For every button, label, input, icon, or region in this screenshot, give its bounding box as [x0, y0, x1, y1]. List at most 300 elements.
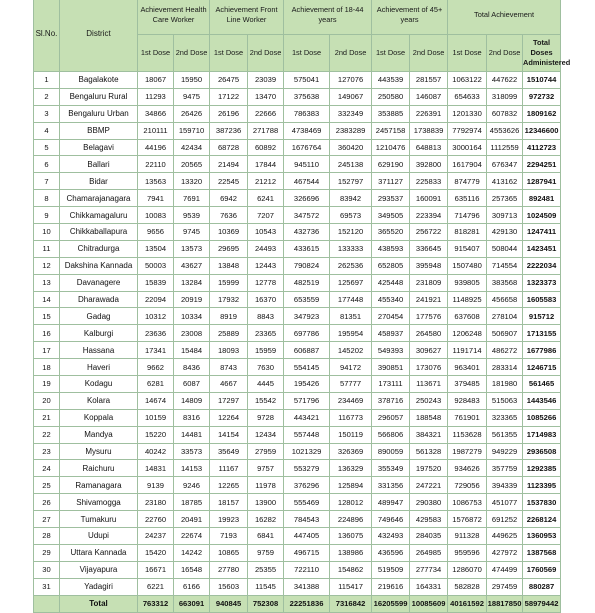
header-first-dose: 1st Dose — [284, 35, 330, 72]
cell-value: 284035 — [410, 528, 448, 545]
cell-value: 10083 — [138, 207, 174, 224]
cell-value: 629190 — [372, 156, 410, 173]
cell-value: 438593 — [372, 240, 410, 257]
cell-value: 7636 — [210, 207, 248, 224]
table-row — [34, 257, 561, 274]
cell-value: 676347 — [487, 156, 523, 173]
cell-value: 436596 — [372, 544, 410, 561]
cell-value: 154862 — [330, 561, 372, 578]
cell-value: 9759 — [248, 544, 284, 561]
cell-value: 14153 — [174, 460, 210, 477]
cell-value: 722110 — [284, 561, 330, 578]
cell-value: 16205599 — [372, 595, 410, 612]
cell-value: 15603 — [210, 578, 248, 595]
cell-value: 3000164 — [448, 139, 487, 156]
cell-value: 607832 — [487, 105, 523, 122]
cell-value: 14831 — [138, 460, 174, 477]
cell-value: 277734 — [410, 561, 448, 578]
cell-value: 458937 — [372, 325, 410, 342]
table-row — [34, 122, 561, 139]
cell-value: 24237 — [138, 528, 174, 545]
cell-value: 482519 — [284, 274, 330, 291]
cell-value: 963401 — [448, 359, 487, 376]
cell-value: 26426 — [174, 105, 210, 122]
cell-district: Ballari — [60, 156, 138, 173]
table-row — [34, 224, 561, 241]
cell-value: 10159 — [138, 409, 174, 426]
cell-value: 257365 — [487, 190, 523, 207]
table-row — [34, 139, 561, 156]
cell-value: 474499 — [487, 561, 523, 578]
cell-value: 6087 — [174, 376, 210, 393]
cell-sl-no: 2 — [34, 88, 60, 105]
cell-value: 9662 — [138, 359, 174, 376]
cell-value: 949229 — [487, 443, 523, 460]
cell-value: 653559 — [284, 291, 330, 308]
cell-value: 18093 — [210, 342, 248, 359]
header-second-dose: 2nd Dose — [410, 35, 448, 72]
cell-district: Chikkaballapura — [60, 224, 138, 241]
cell-value: 6166 — [174, 578, 210, 595]
cell-value: 10369 — [210, 224, 248, 241]
cell-value: 13900 — [248, 494, 284, 511]
cell-value: 1576872 — [448, 511, 487, 528]
cell-sl-no: 1 — [34, 72, 60, 89]
cell-value: 16282 — [248, 511, 284, 528]
cell-value: 383568 — [487, 274, 523, 291]
cell-value: 145202 — [330, 342, 372, 359]
cell-total-doses: 1677986 — [523, 342, 561, 359]
header-front-line-worker: Achievement Front Line Worker — [210, 0, 284, 35]
cell-sl-no: 31 — [34, 578, 60, 595]
cell-district: Haveri — [60, 359, 138, 376]
cell-value: 23008 — [174, 325, 210, 342]
cell-value: 278104 — [487, 308, 523, 325]
cell-district: Ramanagara — [60, 477, 138, 494]
cell-sl-no: 23 — [34, 443, 60, 460]
cell-value: 150119 — [330, 426, 372, 443]
table-row — [34, 578, 561, 595]
cell-value: 173076 — [410, 359, 448, 376]
cell-value: 15959 — [248, 342, 284, 359]
cell-value: 35649 — [210, 443, 248, 460]
cell-value: 20565 — [174, 156, 210, 173]
cell-value: 10543 — [248, 224, 284, 241]
cell-total-doses: 1713155 — [523, 325, 561, 342]
cell-value: 160091 — [410, 190, 448, 207]
cell-value: 133333 — [330, 240, 372, 257]
cell-total-doses: 892481 — [523, 190, 561, 207]
cell-value: 25889 — [210, 325, 248, 342]
cell-value: 818281 — [448, 224, 487, 241]
cell-value: 60892 — [248, 139, 284, 156]
cell-value: 146087 — [410, 88, 448, 105]
cell-district: Kalburgi — [60, 325, 138, 342]
cell-value: 606887 — [284, 342, 330, 359]
cell-value: 16370 — [248, 291, 284, 308]
cell-value: 138986 — [330, 544, 372, 561]
cell-value: 10865 — [210, 544, 248, 561]
cell-value: 1206248 — [448, 325, 487, 342]
cell-value: 23365 — [248, 325, 284, 342]
cell-value: 729056 — [448, 477, 487, 494]
cell-total-doses: 561465 — [523, 376, 561, 393]
cell-value: 371127 — [372, 173, 410, 190]
cell-value: 549393 — [372, 342, 410, 359]
cell-value: 264580 — [410, 325, 448, 342]
cell-value: 7630 — [248, 359, 284, 376]
cell-value: 309627 — [410, 342, 448, 359]
table-row — [34, 359, 561, 376]
cell-value: 293537 — [372, 190, 410, 207]
header-45-plus-years: Achievement of 45+ years — [372, 0, 448, 35]
cell-value: 561355 — [487, 426, 523, 443]
cell-value: 11978 — [248, 477, 284, 494]
table-row — [34, 528, 561, 545]
cell-value: 12264 — [210, 409, 248, 426]
table-row — [34, 494, 561, 511]
cell-value: 181980 — [487, 376, 523, 393]
cell-total-doses: 880287 — [523, 578, 561, 595]
table-row — [34, 511, 561, 528]
cell-total-doses: 1423451 — [523, 240, 561, 257]
cell-value: 16671 — [138, 561, 174, 578]
cell-value: 911328 — [448, 528, 487, 545]
cell-value: 283314 — [487, 359, 523, 376]
cell-value: 1086753 — [448, 494, 487, 511]
cell-total-doses: 1510744 — [523, 72, 561, 89]
cell-value: 22674 — [174, 528, 210, 545]
cell-value: 13320 — [174, 173, 210, 190]
cell-value: 637608 — [448, 308, 487, 325]
header-district: District — [60, 0, 138, 72]
cell-district: Yadagiri — [60, 578, 138, 595]
cell-value: 654633 — [448, 88, 487, 105]
cell-total-doses: 2222034 — [523, 257, 561, 274]
cell-district: Bengaluru Urban — [60, 105, 138, 122]
cell-value: 353885 — [372, 105, 410, 122]
cell-value: 390851 — [372, 359, 410, 376]
cell-sl-no: 16 — [34, 325, 60, 342]
cell-sl-no: 26 — [34, 494, 60, 511]
cell-value: 8919 — [210, 308, 248, 325]
cell-value: 15999 — [210, 274, 248, 291]
cell-value: 270454 — [372, 308, 410, 325]
cell-value: 136329 — [330, 460, 372, 477]
cell-value: 224896 — [330, 511, 372, 528]
cell-district: Bengaluru Rural — [60, 88, 138, 105]
cell-value: 281557 — [410, 72, 448, 89]
table-row — [34, 105, 561, 122]
cell-total-doses: 4112723 — [523, 139, 561, 156]
cell-total-doses: 972732 — [523, 88, 561, 105]
cell-district: Bidar — [60, 173, 138, 190]
cell-value: 714554 — [487, 257, 523, 274]
header-first-dose: 1st Dose — [448, 35, 487, 72]
cell-value: 42434 — [174, 139, 210, 156]
cell-value: 247221 — [410, 477, 448, 494]
cell-value: 8843 — [248, 308, 284, 325]
cell-total-doses: 2294251 — [523, 156, 561, 173]
cell-district: Dharawada — [60, 291, 138, 308]
cell-value: 1987279 — [448, 443, 487, 460]
table-row — [34, 544, 561, 561]
cell-value: 250580 — [372, 88, 410, 105]
cell-value: 15420 — [138, 544, 174, 561]
header-18-44-years: Achievement of 18-44 years — [284, 0, 372, 35]
cell-value: 23636 — [138, 325, 174, 342]
cell-value: 241921 — [410, 291, 448, 308]
cell-value: 83942 — [330, 190, 372, 207]
cell-value: 357759 — [487, 460, 523, 477]
cell-value: 9757 — [248, 460, 284, 477]
cell-value: 17297 — [210, 392, 248, 409]
cell-value: 1201330 — [448, 105, 487, 122]
cell-value: 20919 — [174, 291, 210, 308]
table-row — [34, 88, 561, 105]
table-row — [34, 240, 561, 257]
cell-value: 432736 — [284, 224, 330, 241]
cell-sl-no: 12 — [34, 257, 60, 274]
table-row — [34, 426, 561, 443]
table-row — [34, 190, 561, 207]
cell-value: 915407 — [448, 240, 487, 257]
cell-sl-no: 25 — [34, 477, 60, 494]
cell-total-doses: 1247411 — [523, 224, 561, 241]
cell-district: Koppala — [60, 409, 138, 426]
cell-value: 15220 — [138, 426, 174, 443]
cell-value: 8316 — [174, 409, 210, 426]
cell-value: 94172 — [330, 359, 372, 376]
cell-district: Mysuru — [60, 443, 138, 460]
cell-value: 19923 — [210, 511, 248, 528]
cell-value: 7691 — [174, 190, 210, 207]
cell-total-doses: 1760569 — [523, 561, 561, 578]
cell-district: Chitradurga — [60, 240, 138, 257]
cell-value: 561328 — [410, 443, 448, 460]
cell-value: 12265 — [210, 477, 248, 494]
cell-value: 18785 — [174, 494, 210, 511]
cell-value: 790824 — [284, 257, 330, 274]
cell-value: 890059 — [372, 443, 410, 460]
cell-value: 11545 — [248, 578, 284, 595]
cell-value: 9728 — [248, 409, 284, 426]
cell-value: 1286070 — [448, 561, 487, 578]
cell-value: 429130 — [487, 224, 523, 241]
cell-value: 195426 — [284, 376, 330, 393]
cell-value: 874779 — [448, 173, 487, 190]
cell-total-doses: 1246715 — [523, 359, 561, 376]
cell-sl-no: 24 — [34, 460, 60, 477]
cell-district: BBMP — [60, 122, 138, 139]
cell-total-doses: 1537830 — [523, 494, 561, 511]
cell-value: 40161592 — [448, 595, 487, 612]
cell-sl-no: 9 — [34, 207, 60, 224]
cell-value: 57777 — [330, 376, 372, 393]
cell-value: 763312 — [138, 595, 174, 612]
cell-value: 554145 — [284, 359, 330, 376]
cell-value: 10312 — [138, 308, 174, 325]
cell-value: 22094 — [138, 291, 174, 308]
cell-total-doses: 1360953 — [523, 528, 561, 545]
cell-value: 188548 — [410, 409, 448, 426]
cell-total-doses: 1323373 — [523, 274, 561, 291]
cell-value: 1507480 — [448, 257, 487, 274]
cell-sl-no: 13 — [34, 274, 60, 291]
header-health-care-worker: Achievement Health Care Worker — [138, 0, 210, 35]
cell-value: 392800 — [410, 156, 448, 173]
header-total-achievement: Total Achievement — [448, 0, 561, 35]
cell-value: 413162 — [487, 173, 523, 190]
table-body — [34, 72, 561, 613]
cell-value: 262536 — [330, 257, 372, 274]
cell-value: 467544 — [284, 173, 330, 190]
cell-value: 125697 — [330, 274, 372, 291]
cell-sl-no — [34, 595, 60, 612]
cell-value: 69573 — [330, 207, 372, 224]
cell-value: 761901 — [448, 409, 487, 426]
cell-value: 582828 — [448, 578, 487, 595]
table-row — [34, 308, 561, 325]
cell-value: 17932 — [210, 291, 248, 308]
cell-value: 355349 — [372, 460, 410, 477]
cell-value: 1676764 — [284, 139, 330, 156]
table-row — [34, 477, 561, 494]
cell-district: Raichuru — [60, 460, 138, 477]
cell-value: 177576 — [410, 308, 448, 325]
cell-value: 15839 — [138, 274, 174, 291]
cell-value: 6942 — [210, 190, 248, 207]
cell-sl-no: 5 — [34, 139, 60, 156]
cell-value: 1191714 — [448, 342, 487, 359]
cell-district: Chamarajanagara — [60, 190, 138, 207]
table-row — [34, 561, 561, 578]
cell-value: 17122 — [210, 88, 248, 105]
header-first-dose: 1st Dose — [210, 35, 248, 72]
cell-value: 21212 — [248, 173, 284, 190]
cell-value: 1112559 — [487, 139, 523, 156]
cell-value: 309713 — [487, 207, 523, 224]
cell-value: 6841 — [248, 528, 284, 545]
cell-value: 379485 — [448, 376, 487, 393]
cell-value: 13284 — [174, 274, 210, 291]
cell-district: Belagavi — [60, 139, 138, 156]
cell-value: 9745 — [174, 224, 210, 241]
header-second-dose: 2nd Dose — [248, 35, 284, 72]
cell-sl-no: 7 — [34, 173, 60, 190]
cell-sl-no: 6 — [34, 156, 60, 173]
cell-district: Dakshina Kannada — [60, 257, 138, 274]
cell-value: 14242 — [174, 544, 210, 561]
cell-value: 378716 — [372, 392, 410, 409]
cell-total-doses: 1292385 — [523, 460, 561, 477]
cell-value: 447405 — [284, 528, 330, 545]
cell-value: 4445 — [248, 376, 284, 393]
cell-value: 7193 — [210, 528, 248, 545]
cell-sl-no: 11 — [34, 240, 60, 257]
cell-value: 16548 — [174, 561, 210, 578]
table-row — [34, 173, 561, 190]
table-row — [34, 72, 561, 89]
cell-sl-no: 14 — [34, 291, 60, 308]
cell-value: 231809 — [410, 274, 448, 291]
cell-value: 9246 — [174, 477, 210, 494]
cell-value: 784543 — [284, 511, 330, 528]
cell-value: 1148925 — [448, 291, 487, 308]
cell-value: 575041 — [284, 72, 330, 89]
cell-value: 290380 — [410, 494, 448, 511]
cell-value: 23180 — [138, 494, 174, 511]
cell-value: 555469 — [284, 494, 330, 511]
cell-sl-no: 8 — [34, 190, 60, 207]
cell-value: 553279 — [284, 460, 330, 477]
cell-sl-no: 30 — [34, 561, 60, 578]
cell-value: 394339 — [487, 477, 523, 494]
cell-district: Shivamogga — [60, 494, 138, 511]
cell-value: 451077 — [487, 494, 523, 511]
header-second-dose: 2nd Dose — [487, 35, 523, 72]
cell-value: 223394 — [410, 207, 448, 224]
cell-value: 360420 — [330, 139, 372, 156]
cell-value: 226391 — [410, 105, 448, 122]
cell-value: 425448 — [372, 274, 410, 291]
cell-value: 115417 — [330, 578, 372, 595]
cell-district: Vijayapura — [60, 561, 138, 578]
cell-value: 81351 — [330, 308, 372, 325]
cell-value: 4553626 — [487, 122, 523, 139]
cell-value: 177448 — [330, 291, 372, 308]
cell-value: 15950 — [174, 72, 210, 89]
cell-value: 9139 — [138, 477, 174, 494]
cell-value: 14154 — [210, 426, 248, 443]
table-row — [34, 392, 561, 409]
cell-value: 13848 — [210, 257, 248, 274]
cell-value: 210111 — [138, 122, 174, 139]
cell-value: 152797 — [330, 173, 372, 190]
cell-sl-no: 10 — [34, 224, 60, 241]
cell-district: Davanagere — [60, 274, 138, 291]
total-row — [34, 595, 561, 612]
cell-value: 27959 — [248, 443, 284, 460]
cell-value: 429583 — [410, 511, 448, 528]
cell-total-doses: 915712 — [523, 308, 561, 325]
header-second-dose: 2nd Dose — [174, 35, 210, 72]
cell-total-doses: 12346600 — [523, 122, 561, 139]
cell-value: 22666 — [248, 105, 284, 122]
cell-value: 14674 — [138, 392, 174, 409]
cell-value: 33573 — [174, 443, 210, 460]
cell-value: 14809 — [174, 392, 210, 409]
cell-value: 9656 — [138, 224, 174, 241]
cell-value: 663091 — [174, 595, 210, 612]
cell-total-doses: 1387568 — [523, 544, 561, 561]
cell-value: 27780 — [210, 561, 248, 578]
cell-value: 128012 — [330, 494, 372, 511]
cell-value: 1617904 — [448, 156, 487, 173]
cell-value: 219616 — [372, 578, 410, 595]
cell-value: 7207 — [248, 207, 284, 224]
cell-value: 9475 — [174, 88, 210, 105]
cell-district: Kodagu — [60, 376, 138, 393]
cell-value: 939805 — [448, 274, 487, 291]
cell-value: 13504 — [138, 240, 174, 257]
table-row — [34, 325, 561, 342]
cell-value: 14481 — [174, 426, 210, 443]
cell-value: 940845 — [210, 595, 248, 612]
cell-value: 387236 — [210, 122, 248, 139]
cell-total-doses: 1085266 — [523, 409, 561, 426]
table-row — [34, 342, 561, 359]
